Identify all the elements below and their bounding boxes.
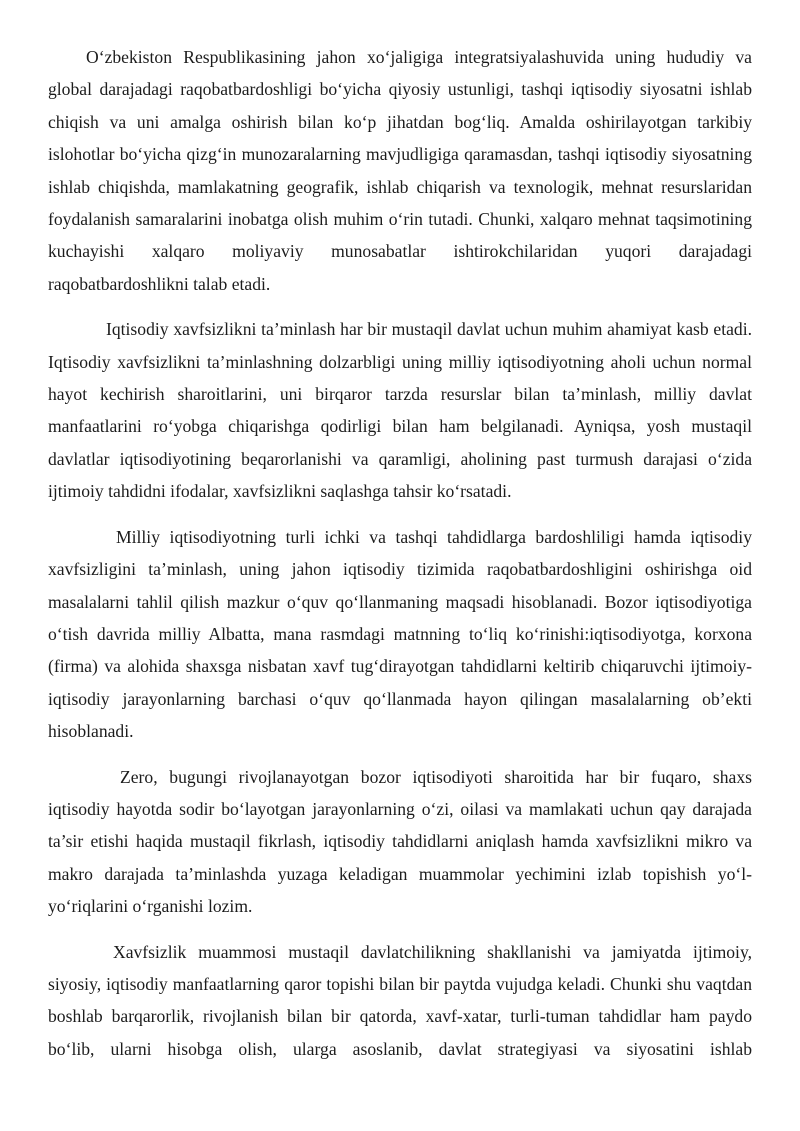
paragraph-2: Iqtisodiy xavfsizlikni ta’minlash har bir mustaqil davlat uchun muhim ahamiyat kasb etadi. Iqtisodiy xavfsizlikni ta’minlashning dolzarbligi uning milliy iqtisodiyotning aholi uchun normal hayot kechirish sharoitlarini, uni birqaror tarzda resurslar bilan ta’minlash, milliy davlat manfaatlarini ro‘yobga chiqarishga qodirligi bilan ham belgilanadi. Ayniqsa, yosh mustaqil davlatlar iqtisodiyotining beqarorlanishi va qaramligi, aholining past turmush darajasi o‘zida ijtimoiy tahdidni ifodalar, xavfsizlikni saqlashga tahsir ko‘rsatadi. bbox=[48, 319, 752, 502]
document-page bbox=[48, 41, 752, 1065]
paragraph-5: Xavfsizlik muammosi mustaqil davlatchilikning shakllanishi va jamiyatda ijtimoiy, siyosiy, iqtisodiy manfaatlarning qaror topishi bilan bir paytda vujudga keladi. Chunki shu vaqtdan boshlab barqarorlik, rivojlanish bilan bir qatorda, xavf-xatar, turli-tuman tahdidlar ham paydo bo‘lib, ularni hisobga olish, ularga asoslanib, davlat strategiyasi va siyosatini ishlab bbox=[48, 941, 752, 1059]
paragraph-1: O‘zbekiston Respublikasining jahon xo‘jaligiga integratsiyalashuvida uning hududiy va global darajadagi raqobatbardoshligi bo‘yicha qiyosiy ustunligi, tashqi iqtisodiy siyosatni ishlab chiqish va uni amalga oshirish bilan ko‘p jihatdan bog‘liq. Amalda oshirilayotgan tarkibiy islohotlar bo‘yicha qizg‘in munozaralarning mavjudligiga qaramasdan, tashqi iqtisodiy siyosatning ishlab chiqishda, mamlakatning geografik, ishlab chiqarish va texnologik, mehnat resurslaridan foydalanish samaralarini inobatga olish muhim o‘rin tutadi. Chunki, xalqaro mehnat taqsimotining kuchayishi xalqaro moliyaviy munosabatlar ishtirokchilaridan yuqori darajadagi raqobatbardoshlikni talab etadi. bbox=[48, 47, 752, 294]
paragraph-4: Zero, bugungi rivojlanayotgan bozor iqtisodiyoti sharoitida har bir fuqaro, shaxs iqtisodiy hayotda sodir bo‘layotgan jarayonlarning o‘zi, oilasi va mamlakati uchun qay darajada ta’sir etishi haqida mustaqil fikrlash, iqtisodiy tahdidlarni aniqlash hamda xavfsizlikni mikro va makro darajada ta’minlashda yuzaga keladigan muammolar yechimini izlab topishish yo‘l-yo‘riqlarini o‘rganishi lozim. bbox=[48, 766, 752, 917]
paragraph-3: Milliy iqtisodiyotning turli ichki va tashqi tahdidlarga bardoshliligi hamda iqtisodiy xavfsizligini ta’minlash, uning jahon iqtisodiy tizimida raqobatbardoshligini oshirishga oid masalalarni tahlil qilish mazkur o‘quv qo‘llanmaning maqsadi hisoblanadi. Bozor iqtisodiyotiga o‘tish davrida milliy Albatta, mana rasmdagi matnning to‘liq ko‘rinishi:iqtisodiyotga, korxona (firma) va alohida shaxsga nisbatan xavf tug‘dirayotgan tahdidlarni keltirib chiqaruvchi ijtimoiy-iqtisodiy jarayonlarning barchasi o‘quv qo‘llanmada hayon qilingan masalalarning ob’ekti hisoblanadi. bbox=[48, 526, 752, 742]
